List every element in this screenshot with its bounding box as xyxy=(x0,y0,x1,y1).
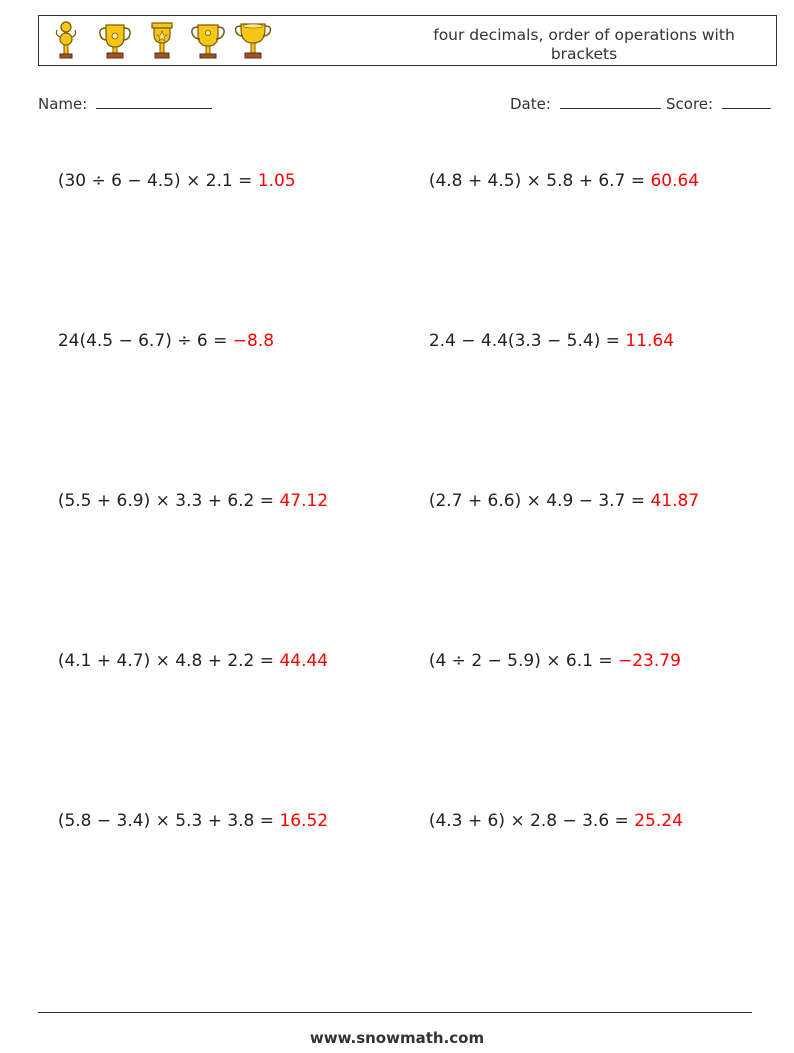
trophy-icon-4 xyxy=(189,19,227,63)
problem-answer: 60.64 xyxy=(650,171,700,191)
problem-answer: 41.87 xyxy=(650,491,700,511)
problem-answer: 25.24 xyxy=(634,811,683,831)
date-label: Date: xyxy=(510,95,551,113)
name-field xyxy=(38,93,212,113)
problem-answer: −8.8 xyxy=(232,331,275,351)
problem-3 xyxy=(47,311,274,351)
problem-2 xyxy=(418,151,699,191)
score-field xyxy=(666,93,771,113)
problem-8 xyxy=(418,631,681,671)
problem-9 xyxy=(47,791,328,831)
problem-4 xyxy=(418,311,674,351)
problem-answer: 47.12 xyxy=(279,491,329,511)
trophy-icon-2 xyxy=(97,19,133,63)
name-blank xyxy=(96,93,212,109)
score-blank xyxy=(722,93,771,109)
problem-answer: 16.52 xyxy=(279,811,329,831)
problem-5 xyxy=(47,471,328,511)
name-label: Name: xyxy=(38,95,88,113)
problem-question: (30 ÷ 6 − 4.5) × 2.1 = xyxy=(57,171,258,191)
problem-question: (2.7 + 6.6) × 4.9 − 3.7 = xyxy=(428,491,651,511)
problem-question: (4 ÷ 2 − 5.9) × 6.1 = xyxy=(428,651,618,671)
date-blank xyxy=(560,93,661,109)
problem-question: (5.8 − 3.4) × 5.3 + 3.8 = xyxy=(57,811,280,831)
problem-1 xyxy=(47,151,296,191)
problem-question: (4.8 + 4.5) × 5.8 + 6.7 = xyxy=(428,171,651,191)
problem-question: (5.5 + 6.9) × 3.3 + 6.2 = xyxy=(57,491,280,511)
header-box xyxy=(38,15,777,66)
worksheet-title: four decimals, order of operations with brackets xyxy=(433,26,735,63)
problem-question: 2.4 − 4.4(3.3 − 5.4) = xyxy=(428,331,626,351)
trophy-icon-1 xyxy=(51,19,81,63)
trophy-icon-5 xyxy=(233,19,273,63)
problem-answer: 11.64 xyxy=(625,331,675,351)
problem-answer: 1.05 xyxy=(257,171,296,191)
problem-10 xyxy=(418,791,683,831)
problem-question: 24(4.5 − 6.7) ÷ 6 = xyxy=(57,331,233,351)
trophy-icon-3 xyxy=(147,19,177,63)
date-field xyxy=(510,93,661,113)
footer-site: www.snowmath.com xyxy=(309,1029,485,1047)
problem-7 xyxy=(47,631,328,671)
score-label: Score: xyxy=(666,95,714,113)
problem-answer: −23.79 xyxy=(618,651,681,671)
problem-answer: 44.44 xyxy=(279,651,329,671)
problem-6 xyxy=(418,471,699,511)
footer-divider xyxy=(38,1012,752,1013)
problem-question: (4.1 + 4.7) × 4.8 + 2.2 = xyxy=(57,651,280,671)
problem-question: (4.3 + 6) × 2.8 − 3.6 = xyxy=(428,811,635,831)
